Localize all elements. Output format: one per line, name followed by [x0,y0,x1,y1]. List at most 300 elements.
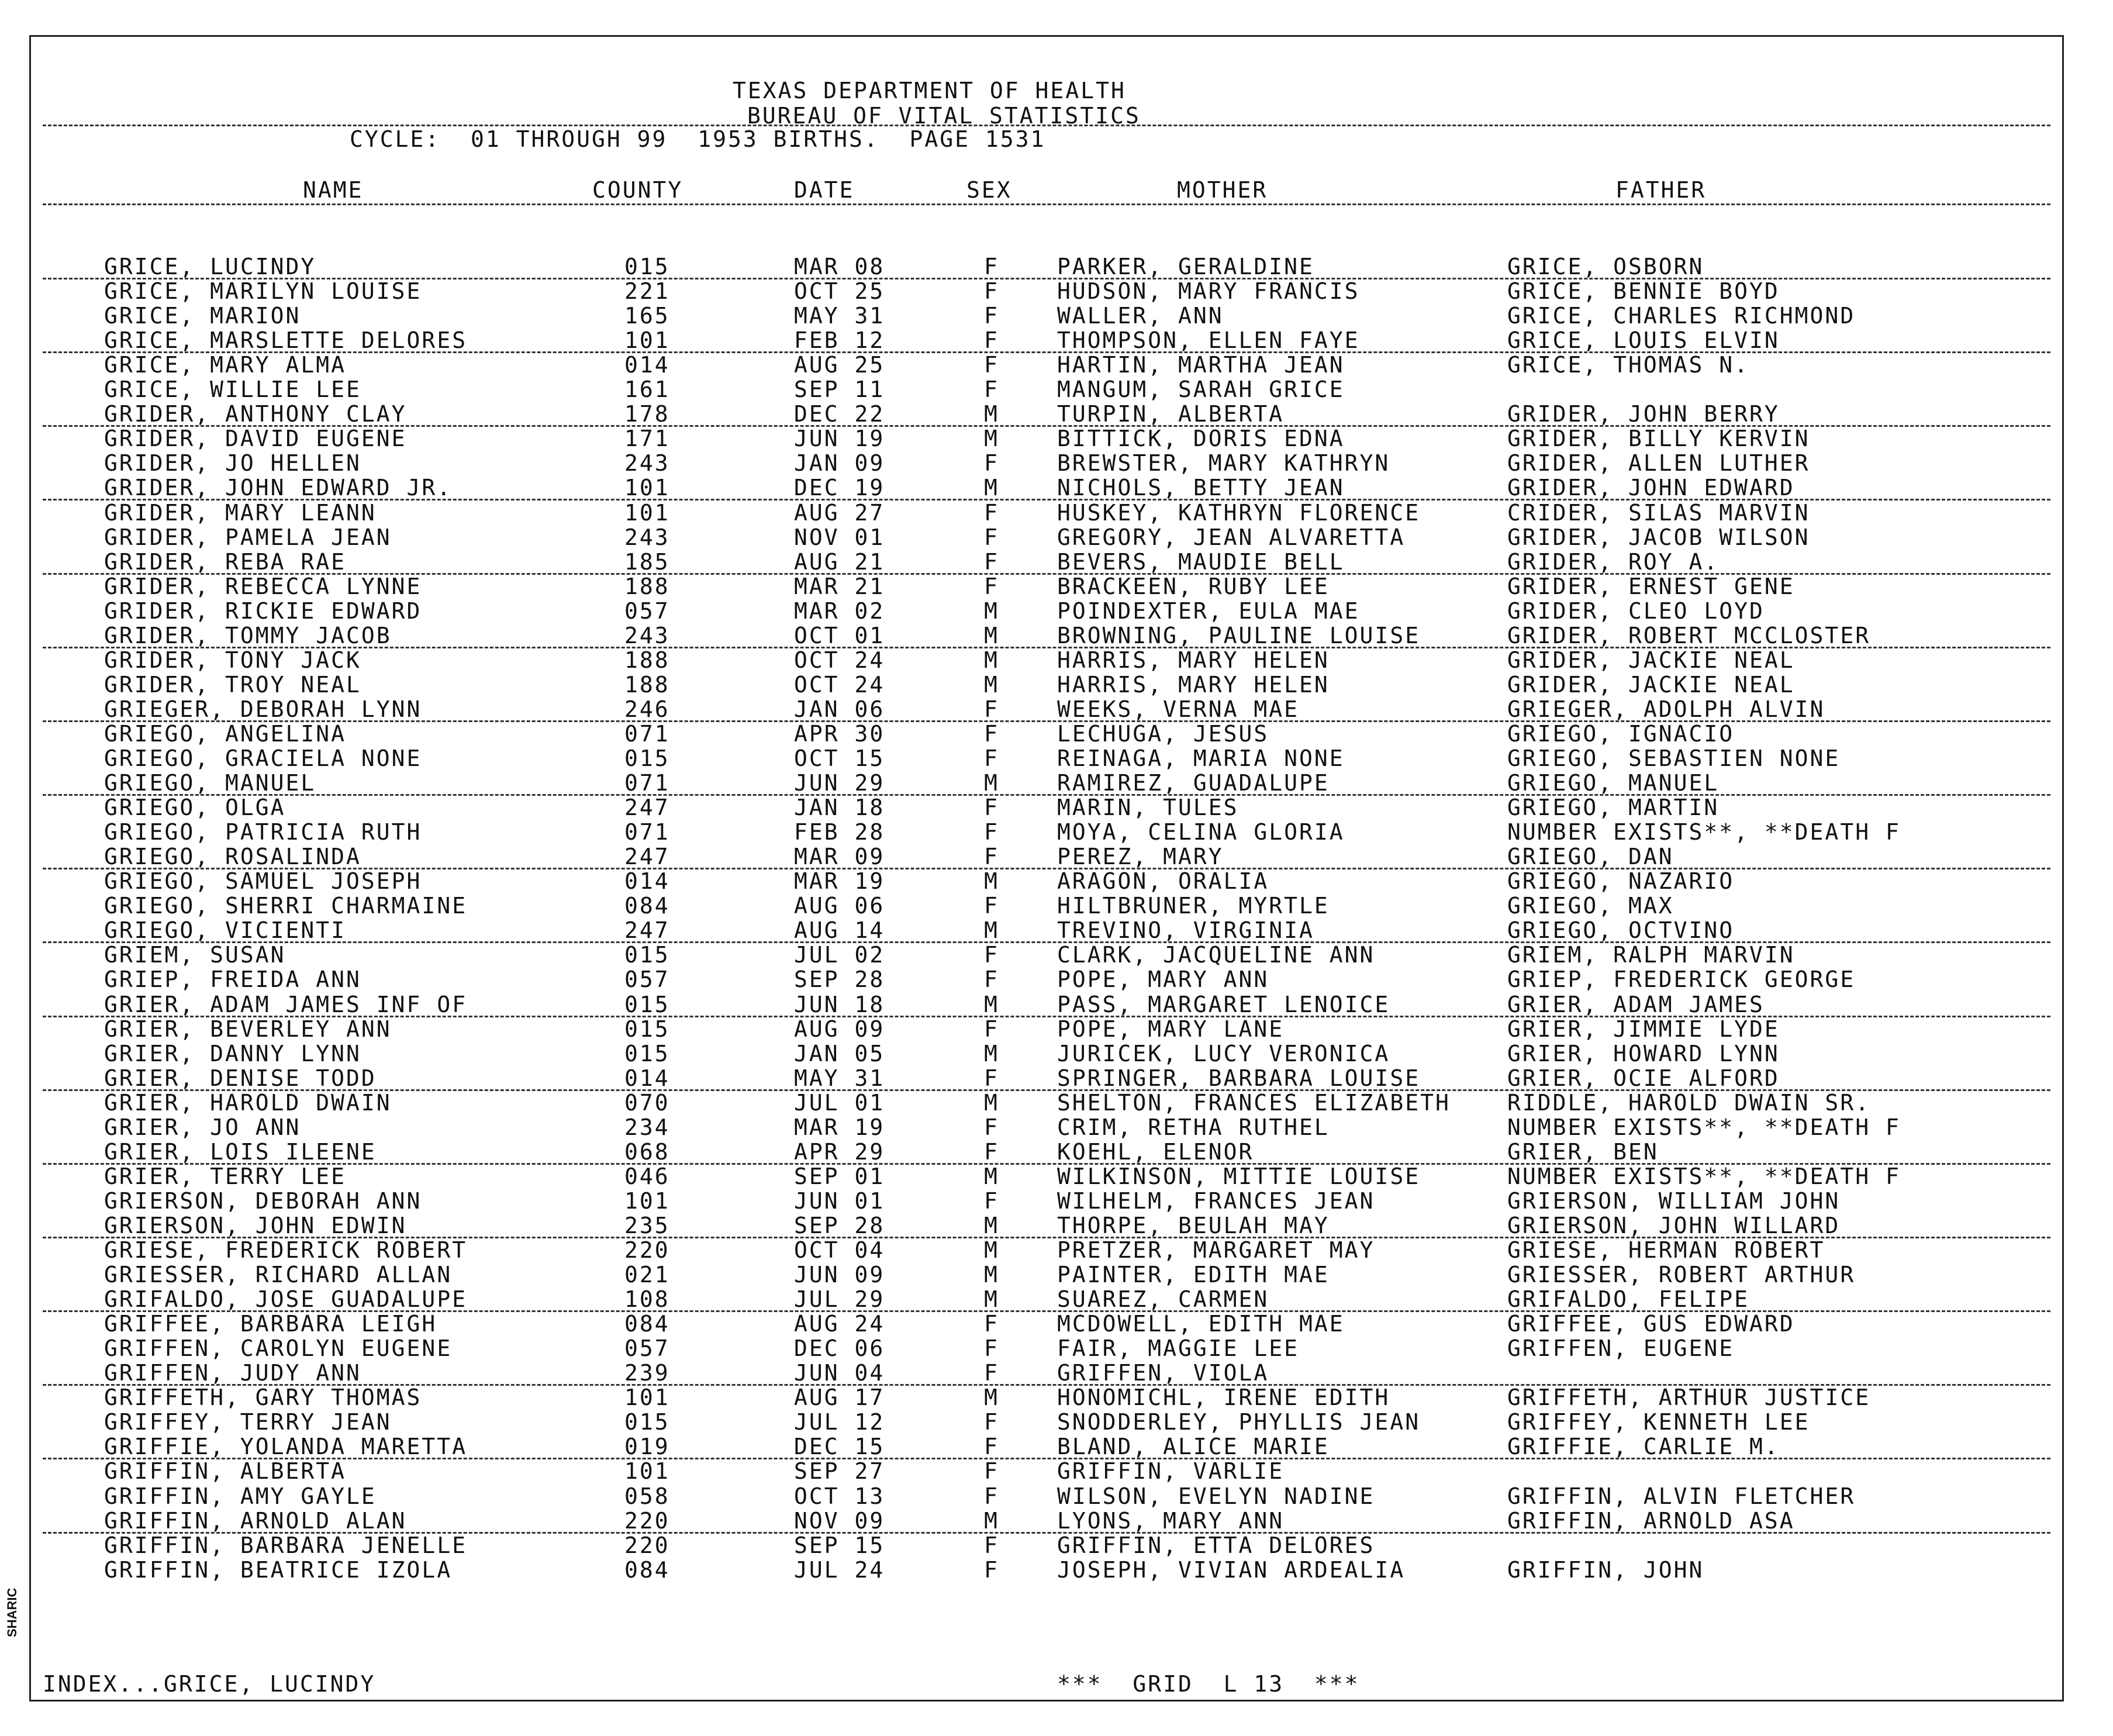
cell-name: GRIEGO, ROSALINDA [104,844,361,870]
cell-date: FEB 12 [794,327,885,354]
cell-date: JUN 09 [794,1262,885,1288]
cell-mother: JOSEPH, VIVIAN ARDEALIA [1057,1556,1406,1583]
cell-county: 243 [624,524,670,550]
cell-sex: F [984,844,999,870]
cell-county: 057 [624,1335,670,1362]
cell-date: DEC 19 [794,475,885,501]
cell-father: GRICE, THOMAS N. [1507,352,1750,378]
cell-sex: F [984,967,999,993]
table-row [31,1509,2062,1533]
cell-father: GRIFALDO, FELIPE [1507,1286,1750,1313]
cell-sex: M [984,1089,999,1116]
table-row [31,943,2062,967]
cell-sex: F [984,1188,999,1214]
cell-father: GRIER, ADAM JAMES [1507,991,1765,1017]
cell-date: JUN 04 [794,1360,885,1386]
cell-sex: F [984,1434,999,1460]
cell-date: OCT 01 [794,622,885,648]
cell-name: GRIFFETH, GARY THOMAS [104,1385,422,1411]
cell-sex: F [984,1360,999,1386]
cell-mother: GRIFFIN, ETTA DELORES [1057,1532,1375,1558]
table-row [31,377,2062,402]
cell-date: SEP 28 [794,1212,885,1238]
cell-date: JUL 12 [794,1409,885,1435]
cell-date: OCT 04 [794,1237,885,1263]
column-header-name: NAME [303,177,364,203]
table-row [31,1262,2062,1287]
cell-father: GRIFFEY, KENNETH LEE [1507,1409,1810,1435]
cell-mother: WALLER, ANN [1057,303,1224,329]
cell-date: AUG 25 [794,352,885,378]
table-row [31,820,2062,844]
cell-father: GRIFFIN, ALVIN FLETCHER [1507,1483,1856,1509]
cell-mother: POINDEXTER, EULA MAE [1057,598,1360,624]
cell-name: GRIDER, DAVID EUGENE [104,426,407,452]
cell-county: 015 [624,1040,670,1067]
cell-county: 071 [624,819,670,845]
cell-name: GRIEM, SUSAN [104,942,286,968]
cell-county: 084 [624,893,670,919]
cell-county: 015 [624,746,670,771]
cell-mother: MOYA, CELINA GLORIA [1057,819,1345,845]
cell-mother: LECHUGA, JESUS [1057,720,1269,747]
table-row [31,574,2062,599]
column-header-county: COUNTY [592,177,683,203]
cell-mother: BITTICK, DORIS EDNA [1057,426,1345,452]
cell-date: OCT 24 [794,647,885,673]
cell-mother: BROWNING, PAULINE LOUISE [1057,622,1421,648]
cell-father: GRIDER, JACOB WILSON [1507,524,1810,550]
cell-date: OCT 13 [794,1483,885,1509]
cell-name: GRIFFEY, TERRY JEAN [104,1409,392,1435]
cell-father: GRIEP, FREDERICK GEORGE [1507,967,1856,993]
table-row [31,746,2062,771]
cell-name: GRIDER, MARY LEANN [104,499,377,526]
cell-name: GRIERSON, JOHN EDWIN [104,1212,407,1238]
cell-mother: BEVERS, MAUDIE BELL [1057,548,1345,575]
cell-name: GRIEGO, PATRICIA RUTH [104,819,422,845]
cell-mother: HUDSON, MARY FRANCIS [1057,278,1360,305]
cell-father: GRIEGO, MARTIN [1507,795,1720,821]
cell-date: APR 29 [794,1138,885,1165]
cell-county: 220 [624,1237,670,1263]
cell-county: 084 [624,1556,670,1583]
cell-mother: MCDOWELL, EDITH MAE [1057,1311,1345,1337]
cell-name: GRIEGO, ANGELINA [104,720,347,747]
cell-county: 161 [624,377,670,403]
cell-date: SEP 11 [794,377,885,403]
cell-sex: F [984,942,999,968]
table-row [31,1090,2062,1115]
cell-name: GRIDER, REBECCA LYNNE [104,573,422,599]
cell-name: GRIDER, REBA RAE [104,548,347,575]
cell-sex: F [984,1409,999,1435]
cell-sex: M [984,622,999,648]
cell-name: GRICE, MARILYN LOUISE [104,278,422,305]
cell-date: JUL 24 [794,1556,885,1583]
cell-father: GRIFFEE, GUS EDWARD [1507,1311,1795,1337]
cell-father: CRIDER, SILAS MARVIN [1507,499,1810,526]
cell-county: 014 [624,868,670,895]
table-row [31,771,2062,795]
cell-sex: M [984,475,999,501]
cell-county: 015 [624,1016,670,1042]
cell-mother: TREVINO, VIRGINIA [1057,917,1314,944]
cell-mother: THOMPSON, ELLEN FAYE [1057,327,1360,354]
cell-father: GRIEGER, ADOLPH ALVIN [1507,696,1825,722]
cell-county: 101 [624,327,670,354]
table-row [31,279,2062,303]
cell-mother: WILHELM, FRANCES JEAN [1057,1188,1375,1214]
cell-mother: REINAGA, MARIA NONE [1057,746,1345,771]
cell-county: 239 [624,1360,670,1386]
cell-date: JAN 06 [794,696,885,722]
cell-mother: KOEHL, ELENOR [1057,1138,1254,1165]
cell-date: SEP 15 [794,1532,885,1558]
table-row [31,623,2062,648]
table-row [31,967,2062,992]
cell-county: 188 [624,647,670,673]
cell-date: DEC 22 [794,401,885,427]
cell-mother: RAMIREZ, GUADALUPE [1057,770,1330,796]
cell-name: GRIESE, FREDERICK ROBERT [104,1237,468,1263]
table-row [31,1140,2062,1164]
cell-father: GRIEGO, MANUEL [1507,770,1720,796]
cell-sex: M [984,868,999,895]
cell-mother: MANGUM, SARAH GRICE [1057,377,1345,403]
cell-name: GRIEGO, MANUEL [104,770,316,796]
cell-sex: M [984,917,999,944]
cell-father: GRIEGO, SEBASTIEN NONE [1507,746,1841,771]
cell-sex: F [984,450,999,477]
cell-county: 247 [624,844,670,870]
header-rule [43,125,2050,126]
cell-name: GRICE, LUCINDY [104,254,316,279]
cell-father: NUMBER EXISTS**, **DEATH F [1507,1114,1901,1140]
cell-name: GRIER, TERRY LEE [104,1163,347,1189]
cell-name: GRIEGO, VICIENTI [104,917,347,944]
cell-county: 101 [624,1458,670,1485]
cell-sex: F [984,720,999,747]
cell-name: GRIEGO, SAMUEL JOSEPH [104,868,422,895]
cell-father: GRIDER, ROBERT MCCLOSTER [1507,622,1871,648]
column-header-mother: MOTHER [1177,177,1268,203]
cell-sex: F [984,795,999,821]
cell-father: GRIEM, RALPH MARVIN [1507,942,1795,968]
cell-name: GRICE, MARION [104,303,301,329]
cell-name: GRICE, WILLIE LEE [104,377,361,403]
cell-date: FEB 28 [794,819,885,845]
cell-name: GRIDER, TONY JACK [104,647,361,673]
cell-mother: THORPE, BEULAH MAY [1057,1212,1330,1238]
table-row [31,303,2062,328]
cell-name: GRIFFEE, BARBARA LEIGH [104,1311,437,1337]
cell-date: JUN 29 [794,770,885,796]
cell-county: 058 [624,1483,670,1509]
cell-sex: F [984,254,999,279]
table-row [31,869,2062,893]
cell-father: GRIDER, JOHN EDWARD [1507,475,1795,501]
table-row [31,1164,2062,1189]
cell-mother: MARIN, TULES [1057,795,1239,821]
cell-name: GRIFFIN, AMY GAYLE [104,1483,377,1509]
cell-father: GRICE, CHARLES RICHMOND [1507,303,1856,329]
cell-mother: JURICEK, LUCY VERONICA [1057,1040,1390,1067]
cell-name: GRIER, DENISE TODD [104,1065,377,1091]
cell-county: 015 [624,991,670,1017]
cell-mother: PEREZ, MARY [1057,844,1224,870]
cell-county: 221 [624,278,670,305]
cell-father: GRIFFIN, ARNOLD ASA [1507,1507,1795,1534]
cell-sex: M [984,671,999,698]
cell-mother: HONOMICHL, IRENE EDITH [1057,1385,1390,1411]
cell-name: GRIFFEN, CAROLYN EUGENE [104,1335,453,1362]
table-row [31,722,2062,746]
cell-date: JUL 01 [794,1089,885,1116]
cell-date: DEC 15 [794,1434,885,1460]
cell-sex: F [984,573,999,599]
index-label: INDEX...GRICE, LUCINDY [43,1671,376,1697]
cell-county: 246 [624,696,670,722]
cell-date: MAR 09 [794,844,885,870]
cell-date: AUG 21 [794,548,885,575]
cell-mother: PARKER, GERALDINE [1057,254,1314,279]
cell-father: GRIERSON, JOHN WILLARD [1507,1212,1841,1238]
cell-mother: BLAND, ALICE MARIE [1057,1434,1330,1460]
table-row [31,1066,2062,1090]
cell-mother: PASS, MARGARET LENOICE [1057,991,1390,1017]
cell-mother: GREGORY, JEAN ALVARETTA [1057,524,1406,550]
cell-sex: M [984,1163,999,1189]
table-row [31,1484,2062,1509]
cell-sex: F [984,819,999,845]
cell-mother: HUSKEY, KATHRYN FLORENCE [1057,499,1421,526]
cell-date: AUG 24 [794,1311,885,1337]
cell-sex: F [984,548,999,575]
cell-name: GRIFFEN, JUDY ANN [104,1360,361,1386]
cell-father: GRIERSON, WILLIAM JOHN [1507,1188,1841,1214]
cell-date: OCT 15 [794,746,885,771]
cell-county: 234 [624,1114,670,1140]
cell-father: GRIEGO, MAX [1507,893,1674,919]
cell-sex: M [984,426,999,452]
cell-name: GRIERSON, DEBORAH ANN [104,1188,422,1214]
cell-date: NOV 01 [794,524,885,550]
cell-county: 046 [624,1163,670,1189]
cell-name: GRIER, JO ANN [104,1114,301,1140]
cell-date: SEP 01 [794,1163,885,1189]
ledger-page [29,35,2064,1702]
cell-father: GRIDER, CLEO LOYD [1507,598,1765,624]
table-row [31,992,2062,1017]
cell-date: JUL 02 [794,942,885,968]
table-row [31,475,2062,500]
table-row [31,1533,2062,1558]
cell-mother: SHELTON, FRANCES ELIZABETH [1057,1089,1451,1116]
cell-mother: GRIFFEN, VIOLA [1057,1360,1269,1386]
cell-sex: M [984,1507,999,1534]
cell-sex: F [984,303,999,329]
cell-name: GRIEP, FREIDA ANN [104,967,361,993]
table-row [31,525,2062,550]
cell-county: 014 [624,352,670,378]
cell-name: GRIDER, PAMELA JEAN [104,524,392,550]
cell-date: APR 30 [794,720,885,747]
cell-date: MAY 31 [794,303,885,329]
cell-county: 019 [624,1434,670,1460]
cell-sex: M [984,991,999,1017]
cell-sex: M [984,1237,999,1263]
cell-mother: ARAGON, ORALIA [1057,868,1269,895]
cell-father: NUMBER EXISTS**, **DEATH F [1507,1163,1901,1189]
cell-name: GRIDER, JO HELLEN [104,450,361,477]
table-row [31,426,2062,451]
cell-county: 188 [624,573,670,599]
column-header-rule [43,203,2050,205]
cell-county: 015 [624,942,670,968]
cell-county: 171 [624,426,670,452]
cell-name: GRIER, BEVERLEY ANN [104,1016,392,1042]
cell-sex: F [984,499,999,526]
cell-name: GRIER, HAROLD DWAIN [104,1089,392,1116]
cell-sex: F [984,377,999,403]
cell-sex: F [984,1335,999,1362]
cell-mother: TURPIN, ALBERTA [1057,401,1285,427]
table-row [31,1410,2062,1434]
cell-mother: SPRINGER, BARBARA LOUISE [1057,1065,1421,1091]
cell-mother: HARRIS, MARY HELEN [1057,671,1330,698]
cell-date: JAN 18 [794,795,885,821]
cell-name: GRIFFIE, YOLANDA MARETTA [104,1434,468,1460]
cell-mother: PRETZER, MARGARET MAY [1057,1237,1375,1263]
cell-date: SEP 27 [794,1458,885,1485]
table-row [31,672,2062,697]
cell-date: MAY 31 [794,1065,885,1091]
cell-sex: F [984,524,999,550]
cell-county: 178 [624,401,670,427]
cell-sex: F [984,1311,999,1337]
cell-sex: F [984,1483,999,1509]
cell-mother: SNODDERLEY, PHYLLIS JEAN [1057,1409,1421,1435]
cell-county: 247 [624,795,670,821]
cell-mother: POPE, MARY ANN [1057,967,1269,993]
cell-father: GRIEGO, OCTVINO [1507,917,1735,944]
cell-sex: F [984,1556,999,1583]
cell-county: 243 [624,450,670,477]
table-row [31,328,2062,353]
cell-date: JUN 19 [794,426,885,452]
cell-sex: F [984,1458,999,1485]
cell-mother: WILKINSON, MITTIE LOUISE [1057,1163,1421,1189]
cell-date: MAR 19 [794,1114,885,1140]
cell-name: GRICE, MARSLETTE DELORES [104,327,468,354]
cell-mother: HARRIS, MARY HELEN [1057,647,1330,673]
cell-name: GRIFFIN, BARBARA JENELLE [104,1532,468,1558]
cell-father: GRIDER, BILLY KERVIN [1507,426,1810,452]
cell-father: GRIFFIE, CARLIE M. [1507,1434,1780,1460]
table-row [31,648,2062,672]
cell-date: AUG 17 [794,1385,885,1411]
table-row [31,353,2062,377]
table-row [31,550,2062,574]
cell-name: GRICE, MARY ALMA [104,352,347,378]
table-row [31,1361,2062,1385]
cell-father: GRIER, JIMMIE LYDE [1507,1016,1780,1042]
cell-sex: M [984,1262,999,1288]
cell-father: GRIDER, JOHN BERRY [1507,401,1780,427]
cell-mother: WILSON, EVELYN NADINE [1057,1483,1375,1509]
cell-sex: F [984,327,999,354]
cell-county: 057 [624,598,670,624]
cell-name: GRIER, ADAM JAMES INF OF [104,991,468,1017]
grid-label: *** GRID L 13 *** [1057,1671,1360,1697]
cell-name: GRIDER, TOMMY JACOB [104,622,392,648]
cell-sex: F [984,278,999,305]
cell-father: NUMBER EXISTS**, **DEATH F [1507,819,1901,845]
cell-sex: F [984,1114,999,1140]
cell-county: 014 [624,1065,670,1091]
cell-father: GRIEGO, NAZARIO [1507,868,1735,895]
cell-mother: LYONS, MARY ANN [1057,1507,1285,1534]
cell-sex: M [984,1212,999,1238]
cell-name: GRIESSER, RICHARD ALLAN [104,1262,453,1288]
cell-father: GRIFFEN, EUGENE [1507,1335,1735,1362]
cycle-line: CYCLE: 01 THROUGH 99 1953 BIRTHS. PAGE 1531 [350,126,1046,152]
cell-date: OCT 24 [794,671,885,698]
cell-name: GRIEGO, SHERRI CHARMAINE [104,893,468,919]
column-header-father: FATHER [1615,177,1707,203]
table-row [31,844,2062,869]
table-row [31,1312,2062,1336]
cell-name: GRIEGO, OLGA [104,795,286,821]
cell-county: 247 [624,917,670,944]
cell-sex: F [984,746,999,771]
cell-name: GRIDER, TROY NEAL [104,671,361,698]
cell-county: 235 [624,1212,670,1238]
side-label: SHARIC [5,1587,19,1637]
table-row [31,1213,2062,1238]
cell-date: AUG 27 [794,499,885,526]
cell-name: GRIFFIN, BEATRICE IZOLA [104,1556,453,1583]
cell-name: GRIEGER, DEBORAH LYNN [104,696,422,722]
table-row [31,893,2062,918]
cell-county: 070 [624,1089,670,1116]
cell-sex: F [984,1065,999,1091]
cell-mother: GRIFFIN, VARLIE [1057,1458,1285,1485]
cell-date: JAN 05 [794,1040,885,1067]
cell-county: 101 [624,1385,670,1411]
cell-county: 084 [624,1311,670,1337]
cell-name: GRIFALDO, JOSE GUADALUPE [104,1286,468,1313]
cell-mother: PAINTER, EDITH MAE [1057,1262,1330,1288]
cell-name: GRIFFIN, ALBERTA [104,1458,347,1485]
cell-name: GRIDER, ANTHONY CLAY [104,401,407,427]
cell-father: GRICE, BENNIE BOYD [1507,278,1780,305]
table-row [31,1017,2062,1041]
cell-county: 068 [624,1138,670,1165]
cell-date: MAR 21 [794,573,885,599]
cell-date: NOV 09 [794,1507,885,1534]
cell-father: GRIDER, ROY A. [1507,548,1720,575]
cell-date: MAR 19 [794,868,885,895]
cell-date: JUN 18 [794,991,885,1017]
cell-county: 101 [624,499,670,526]
cell-county: 015 [624,254,670,279]
table-row [31,501,2062,525]
cell-mother: CRIM, RETHA RUTHEL [1057,1114,1330,1140]
cell-date: MAR 02 [794,598,885,624]
cell-sex: F [984,893,999,919]
